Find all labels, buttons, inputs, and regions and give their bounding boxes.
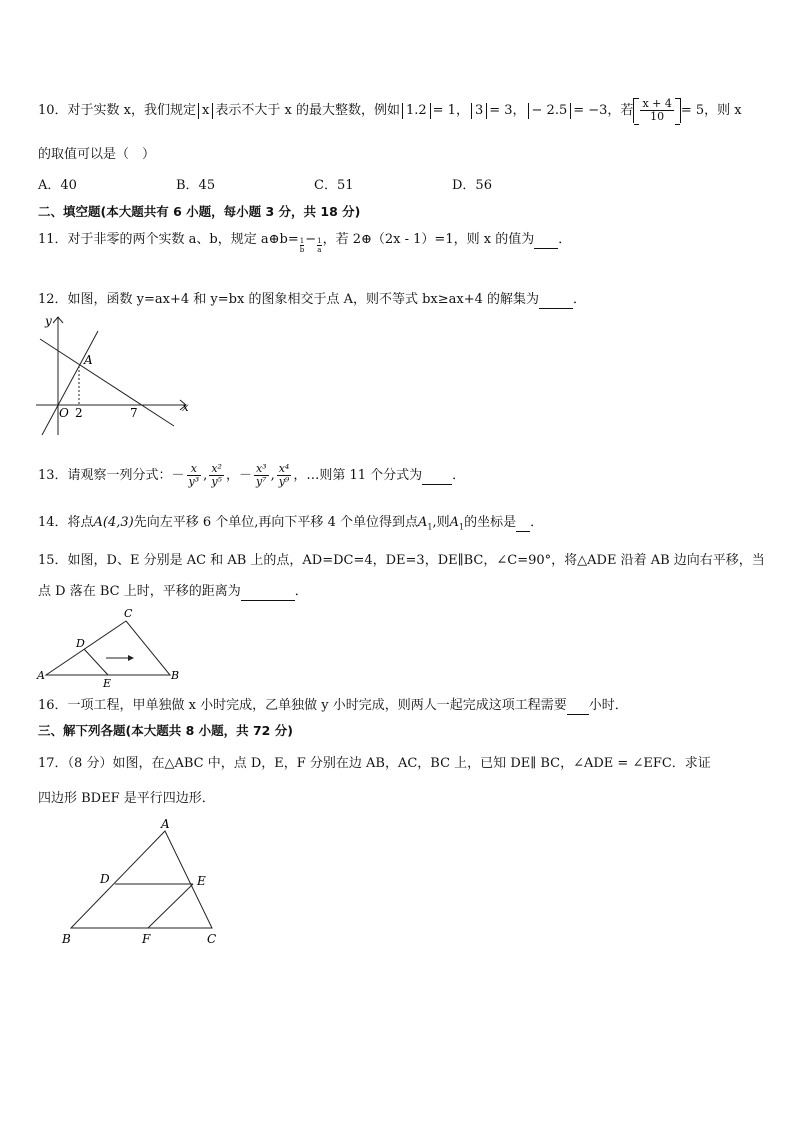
q10-option-c: C．51 [314, 178, 354, 193]
q14-answer-blank [516, 515, 530, 532]
q12-answer-blank [539, 292, 573, 309]
q10-option-b: B．45 [176, 178, 216, 193]
q10-option-a: A．40 [38, 178, 77, 193]
q17-triangle-figure [58, 815, 228, 950]
q17-line1: 17．（8 分）如图，在△ABC 中，点 D，E，F 分别在边 AB，AC，BC 上，已知 DE∥ BC，∠ADE = ∠EFC．求证 [38, 756, 711, 771]
q17-label-b: B [62, 932, 71, 946]
q15-line1: 15．如图，D、E 分别是 AC 和 AB 上的点，AD=DC=4，DE=3，DE∥BC，∠C=90°，将△ADE 沿着 AB 边向右平移，当 [38, 553, 765, 568]
q15-answer-blank [241, 584, 295, 601]
q12-line: 12．如图，函数 y=ax+4 和 y=bx 的图象相交于点 A，则不等式 bx≥ax+4 的解集为 ． [38, 292, 587, 307]
q12-tick-7-label: 7 [130, 406, 138, 420]
q11-answer-blank [534, 232, 558, 249]
q16-line: 16．一项工程，甲单独做 x 小时完成，乙单独做 y 小时完成，则两人一起完成这项工程需要 小时． [38, 698, 628, 713]
q17-line2: 四边形 BDEF 是平行四边形． [38, 791, 215, 806]
q15-line2: 点 D 落在 BC 上时，平移的距离为 ． [38, 584, 308, 599]
q13-line: 13．请观察一列分式：－ $\frac{x}{\text{y³}}$ , $\frac{\text{x²}}{\text{y⁵}}$ ，－ $\frac{\text{x³}}{\text{y⁷}}$ , $\frac{\text{x⁴}}{\text{y⁹}}$ ，…则第 11 个分式为 ． [38, 462, 466, 488]
q13-answer-blank [422, 468, 452, 485]
section3-heading: 三、解下列各题(本大题共 8 小题，共 72 分) [38, 723, 293, 738]
q12-x-label: x [182, 400, 189, 414]
q12-origin-label: O [59, 406, 69, 420]
q17-label-d: D [100, 872, 110, 886]
q17-label-f: F [142, 932, 151, 946]
q11-line: 11．对于非零的两个实数 a、b，规定 a⊕b= $\frac{1}{b}-$ $\frac{1}{a}$，若 2⊕（2x - 1）=1，则 x 的值为 ． [38, 232, 572, 254]
q15-label-a: A [37, 669, 45, 682]
q17-label-c: C [207, 932, 217, 946]
q15-label-d: D [76, 637, 85, 650]
q10-line1: 10．对于实数 x，我们规定 x 表示不大于 x 的最大整数，例如 1.2 = 1， 3 = 3， − 2.5 = −3，若 $\frac{x + 4}{10}$ = 5，则 x [38, 97, 742, 123]
q17-label-e: E [197, 874, 206, 888]
q15-triangle-figure [36, 608, 186, 688]
q15-label-c: C [124, 607, 133, 620]
q12-graph-figure [36, 313, 196, 438]
q15-label-e: E [103, 677, 112, 690]
q16-answer-blank [567, 698, 589, 715]
q14-line: 14．将点A(4,3)先向左平移 6 个单位,再向下平移 4 个单位得到点$A_1$,则$A_1$的坐标是 ． [38, 515, 544, 532]
q10-option-d: D．56 [452, 178, 492, 193]
q10-line2: 的取值可以是（ ） [38, 147, 156, 162]
q15-label-b: B [171, 669, 180, 682]
q12-y-label: y [45, 314, 52, 328]
floor-bracket: x [198, 103, 213, 119]
fraction-bracket: $\frac{x + 4}{10}$ [633, 98, 680, 123]
q12-point-a-label: A [84, 353, 93, 367]
q17-label-a: A [161, 817, 170, 831]
section2-heading: 二、填空题(本大题共有 6 小题，每小题 3 分，共 18 分) [38, 204, 361, 219]
q12-tick-2-label: 2 [75, 406, 83, 420]
